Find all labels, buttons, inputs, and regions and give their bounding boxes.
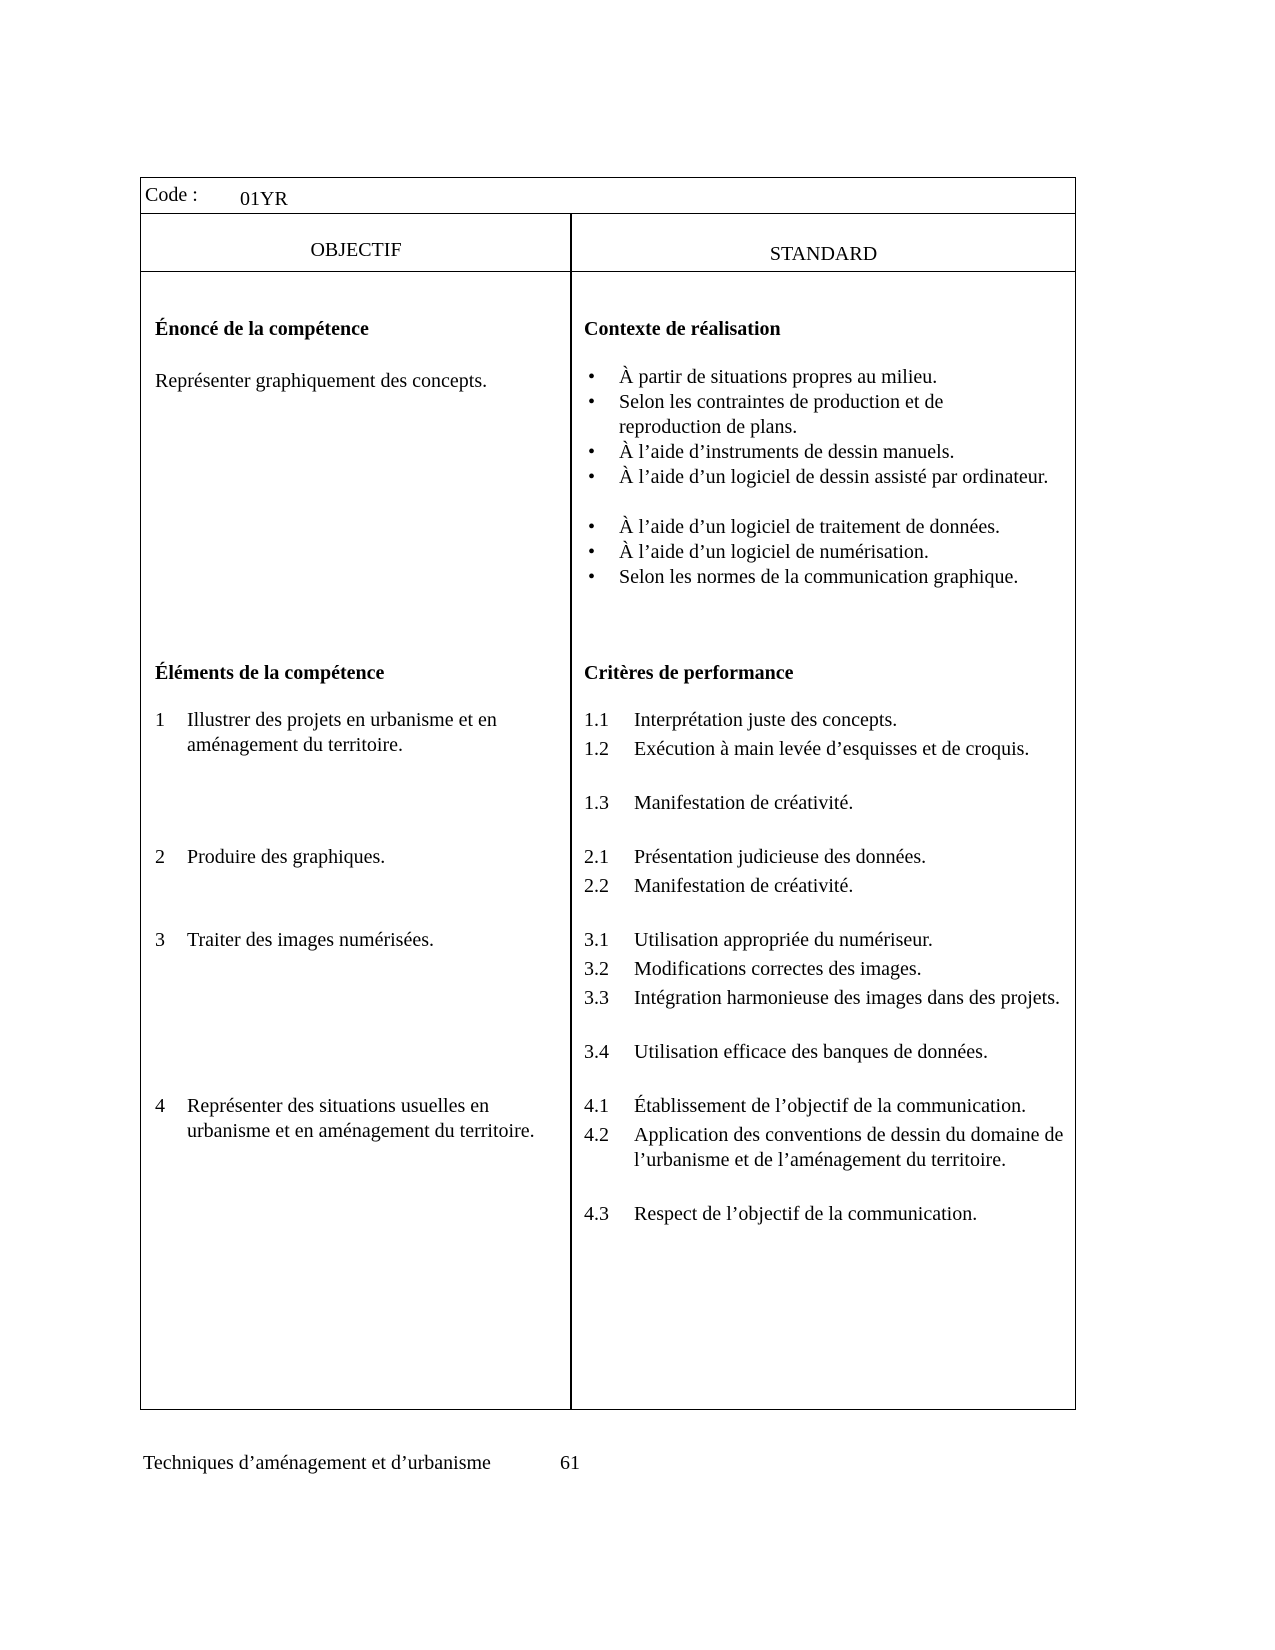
elements-title: Éléments de la compétence	[155, 662, 385, 684]
context-item: À l’aide d’un logiciel de numérisation.	[619, 541, 929, 563]
code-value: 01YR	[240, 188, 288, 210]
table-border-right	[1075, 177, 1076, 1410]
criterion-number: 3.4	[584, 1041, 609, 1063]
code-row-divider	[140, 213, 1076, 214]
criterion-number: 3.2	[584, 958, 609, 980]
criterion-number: 1.3	[584, 792, 609, 814]
bullet-icon: •	[588, 366, 596, 388]
criteres-title: Critères de performance	[584, 662, 794, 684]
element-number: 4	[155, 1095, 165, 1117]
context-item: À l’aide d’instruments de dessin manuels.	[619, 441, 955, 463]
criterion-text: Exécution à main levée d’esquisses et de croquis.	[634, 738, 1030, 760]
criterion-text: Manifestation de créativité.	[634, 875, 854, 897]
bullet-icon: •	[588, 441, 596, 463]
criterion-text: Présentation judicieuse des données.	[634, 846, 927, 868]
criterion-text: Intégration harmonieuse des images dans des projets.	[634, 987, 1060, 1009]
element-number: 1	[155, 709, 165, 731]
footer-title: Techniques d’aménagement et d’urbanisme	[143, 1452, 491, 1474]
criterion-number: 4.2	[584, 1124, 609, 1146]
criterion-number: 4.3	[584, 1203, 609, 1225]
element-number: 2	[155, 846, 165, 868]
context-item: Selon les normes de la communication graphique.	[619, 566, 1019, 588]
contexte-title: Contexte de réalisation	[584, 318, 781, 340]
bullet-icon: •	[588, 466, 596, 488]
criterion-text: Respect de l’objectif de la communication.	[634, 1203, 978, 1225]
element-number: 3	[155, 929, 165, 951]
context-item: À l’aide d’un logiciel de traitement de données.	[619, 516, 1000, 538]
criterion-text: Établissement de l’objectif de la communication.	[634, 1095, 1027, 1117]
column-divider	[570, 213, 572, 1410]
code-label: Code :	[145, 184, 198, 206]
page-number: 61	[560, 1452, 580, 1474]
criterion-text: Utilisation efficace des banques de données.	[634, 1041, 988, 1063]
enonce-text: Représenter graphiquement des concepts.	[155, 370, 488, 392]
criterion-text: Application des conventions de dessin du domaine de l’urbanisme et de l’aménagement du territoire.	[634, 1124, 1064, 1171]
criterion-number: 3.1	[584, 929, 609, 951]
criterion-text: Manifestation de créativité.	[634, 792, 854, 814]
table-border-top	[140, 177, 1076, 178]
criterion-number: 3.3	[584, 987, 609, 1009]
criterion-number: 4.1	[584, 1095, 609, 1117]
enonce-title: Énoncé de la compétence	[155, 318, 369, 340]
table-border-bottom	[140, 1409, 1076, 1410]
context-item: Selon les contraintes de production et de reproduction de plans.	[619, 391, 944, 438]
element-text: Illustrer des projets en urbanisme et en aménagement du territoire.	[187, 709, 497, 756]
table-border-left	[140, 177, 141, 1410]
header-standard: STANDARD	[769, 243, 878, 265]
header-objectif: OBJECTIF	[310, 239, 402, 261]
criterion-number: 1.1	[584, 709, 609, 731]
bullet-icon: •	[588, 566, 596, 588]
criterion-text: Modifications correctes des images.	[634, 958, 922, 980]
element-text: Traiter des images numérisées.	[187, 929, 434, 951]
element-text: Représenter des situations usuelles en urbanisme et en aménagement du territoire.	[187, 1095, 535, 1142]
context-item: À partir de situations propres au milieu.	[619, 366, 938, 388]
criterion-text: Utilisation appropriée du numériseur.	[634, 929, 933, 951]
context-item: À l’aide d’un logiciel de dessin assisté par ordinateur.	[619, 466, 1049, 488]
criterion-text: Interprétation juste des concepts.	[634, 709, 898, 731]
bullet-icon: •	[588, 541, 596, 563]
header-row-divider	[140, 271, 1076, 272]
bullet-icon: •	[588, 391, 596, 413]
bullet-icon: •	[588, 516, 596, 538]
criterion-number: 2.1	[584, 846, 609, 868]
criterion-number: 1.2	[584, 738, 609, 760]
element-text: Produire des graphiques.	[187, 846, 386, 868]
criterion-number: 2.2	[584, 875, 609, 897]
